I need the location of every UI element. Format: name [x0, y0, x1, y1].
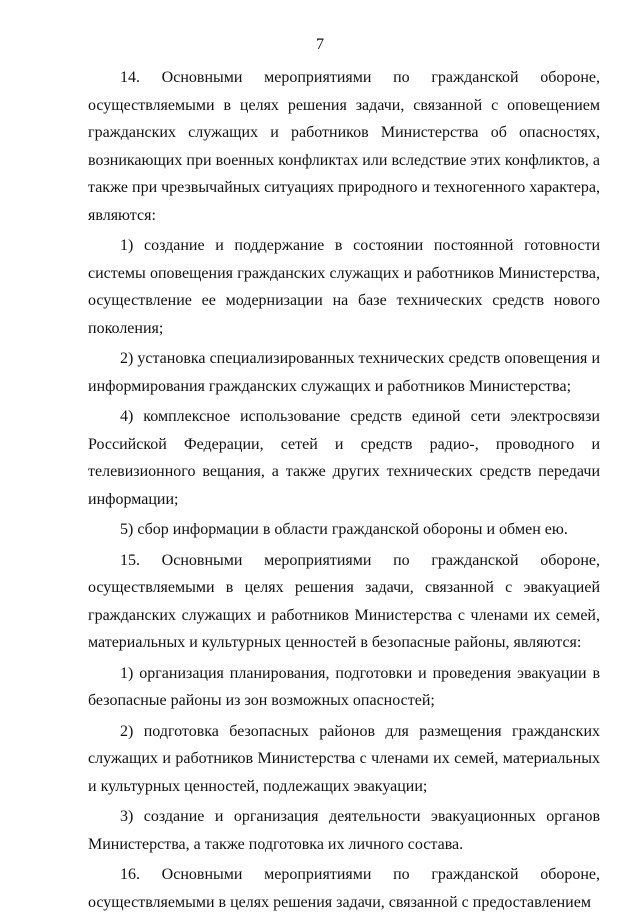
- paragraph-15-intro: 15. Основными мероприятиями по гражданской обороне, осуществляемыми в целях решения задачи, связанной с эвакуацией гражданских служащих и работников Министерства с членами их семей, материальных и культурных ценностей в безопасные районы, являются:: [88, 551, 600, 651]
- paragraph-14-intro: 14. Основными мероприятиями по гражданской обороне, осуществляемыми в целях решения задачи, связанной с оповещением гражданских служащих и работников Министерства об опасностях, возникающих при военных конфликтах или вследствие этих конфликтов, а также при чрезвычайных ситуациях природного и техногенного характера, являются:: [88, 69, 600, 224]
- document-body: [88, 64, 600, 919]
- paragraph-14-item-4: 4) комплексное использование средств единой сети электросвязи Российской Федерации, сетей и средств радио-, проводного и телевизионного вещания, а также других технических средств передачи информации;: [88, 408, 600, 508]
- paragraph-14-item-5: 5) сбор информации в области гражданской обороны и обмен ею.: [120, 521, 568, 538]
- paragraph-14-item-2: 2) установка специализированных технических средств оповещения и информирования гражданских служащих и работников Министерства;: [88, 350, 600, 395]
- paragraph-15-item-3: 3) создание и организация деятельности эвакуационных органов Министерства, а также подготовка их личного состава.: [88, 808, 600, 853]
- paragraph-15-item-1: 1) организация планирования, подготовки и проведения эвакуации в безопасные районы из зон возможных опасностей;: [88, 664, 600, 709]
- paragraph-16-intro: 16. Основными мероприятиями по гражданской обороне, осуществляемыми в целях решения задачи, связанной с предоставлением: [88, 866, 600, 911]
- paragraph-15-item-2: 2) подготовка безопасных районов для размещения гражданских служащих и работников Министерства с членами их семей, материальных и культурных ценностей, подлежащих эвакуации;: [88, 722, 600, 795]
- paragraph-14-item-1: 1) создание и поддержание в состоянии постоянной готовности системы оповещения гражданских служащих и работников Министерства, осуществление ее модернизации на базе технических средств нового поколения;: [88, 237, 600, 337]
- page-number: 7: [316, 36, 324, 53]
